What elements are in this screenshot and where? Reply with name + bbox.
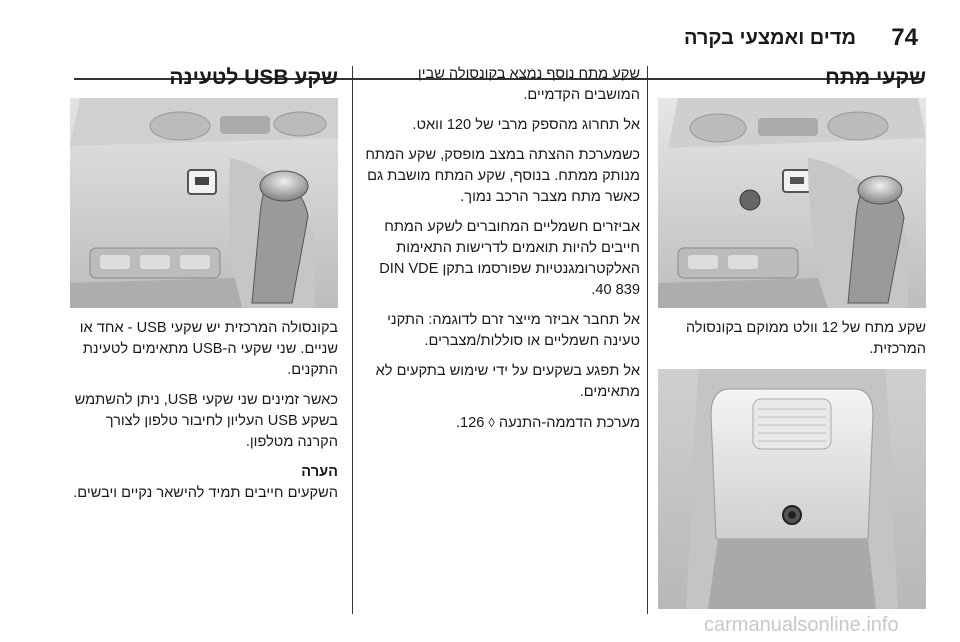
upper-usb-paragraph: כאשר זמינים שני שקעי USB, ניתן להשתמש בשקע USB העליון לחיבור טלפון לצורך הקרנה מטלפון. <box>74 392 338 450</box>
power-outlets-title: שקעי מתח <box>825 66 926 89</box>
usb-sockets-paragraph: בקונסולה המרכזית יש שקעי USB - אחד או שניים. שני שקעי ה-USB מתאימים לטעינת התקנים. <box>79 320 338 378</box>
note-text: השקעים חייבים תמיד להישאר נקיים ויבשים. <box>73 485 338 501</box>
ignition-off-paragraph: כשמערכת ההצתה במצב מופסק, שקע המתח מנותק ממתח. בנוסף, שקע המתח מושבת גם כאשר מתח מצבר הרכב נמוך. <box>365 147 640 205</box>
left-column <box>66 64 338 513</box>
column-divider <box>647 66 648 614</box>
stop-start-reference-paragraph <box>360 412 640 434</box>
usb-socket-image <box>70 98 338 308</box>
page-number: 74 <box>891 24 918 51</box>
column-divider <box>352 66 353 614</box>
watermark: carmanualsonline.info <box>704 614 899 636</box>
page-header <box>0 24 960 60</box>
page-reference-arrow-icon: ◊ <box>488 415 495 430</box>
stop-start-reference-page[interactable]: 126. <box>455 415 485 431</box>
middle-column <box>360 64 640 443</box>
accessory-compatibility-paragraph: אביזרים חשמליים המחוברים לשקע המתח חייבים להיות תואמים לדרישות התאימות האלקטרומגנטיות שפורסמו בתקן DIN VDE 40 839. <box>379 219 640 298</box>
center-console-outlet-image <box>658 98 926 308</box>
additional-outlet-paragraph: שקע מתח נוסף נמצא בקונסולה שבין המושבים הקדמיים. <box>417 66 640 103</box>
chapter-title: מדים ואמצעי בקרה <box>683 27 856 49</box>
usb-charging-title: שקע USB לטעינה <box>169 66 338 89</box>
stop-start-reference-text: מערכת הדממה-התנעה <box>498 415 640 431</box>
right-column <box>658 64 926 609</box>
rear-console-outlet-image <box>658 369 926 609</box>
outlet-12v-paragraph: שקע מתח של 12 וולט ממוקם בקונסולה המרכזית. <box>685 320 926 357</box>
current-generating-warning-paragraph: אל תחבר אביזר מייצר זרם לדוגמה: התקני טעינה חשמליים או סוללות/מצברים. <box>387 312 640 349</box>
max-power-paragraph: אל תחרוג מהספק מרבי של 120 וואט. <box>412 117 640 133</box>
note-title: הערה <box>301 464 338 480</box>
plug-damage-paragraph: אל תפגע בשקעים על ידי שימוש בתקעים לא מתאימים. <box>375 363 640 400</box>
